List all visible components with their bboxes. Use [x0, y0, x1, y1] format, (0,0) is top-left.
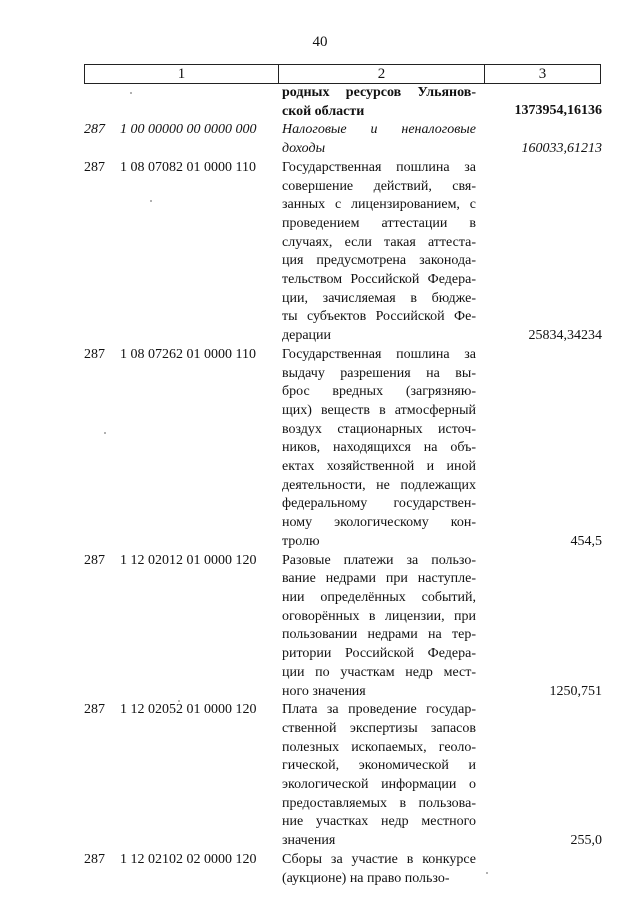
revenue-name-cell — [282, 346, 476, 552]
table-row — [0, 346, 640, 552]
amount-cell: 1373954,16136 — [514, 103, 602, 118]
table-body — [0, 84, 640, 888]
revenue-name-line: (аукционе) на право пользо- — [282, 870, 450, 886]
revenue-name-line: полезных ископаемых, геоло- — [282, 739, 476, 755]
revenue-name-line: родных ресурсов Ульянов- — [282, 85, 476, 100]
revenue-name-line: Государственная пошлина за — [282, 159, 476, 175]
revenue-name-line: дерации — [282, 328, 332, 344]
budget-code-cell: 1 08 07082 01 0000 110 — [120, 159, 256, 175]
admin-code-cell: 287 — [84, 159, 105, 175]
revenue-name-line: воздух стационарных источ- — [282, 421, 476, 437]
revenue-name-line: экологической информации о — [282, 777, 476, 793]
revenue-name-cell — [282, 121, 476, 158]
revenue-name-line: брос вредных (загрязняю- — [282, 384, 476, 400]
admin-code-cell: 287 — [84, 552, 105, 568]
revenue-name-line: проведением аттестации в — [282, 215, 476, 231]
revenue-name-line: Плата за проведение государ- — [282, 702, 476, 718]
revenue-name-cell — [282, 159, 476, 346]
table-row — [0, 159, 640, 346]
admin-code-cell: 287 — [84, 851, 105, 867]
column-header-2: 2 — [279, 65, 485, 83]
revenue-name-line: ция предусмотрена законода- — [282, 253, 476, 269]
revenue-name-line: деятельности, не подлежащих — [282, 477, 476, 493]
budget-code-cell: 1 12 02102 02 0000 120 — [120, 851, 257, 867]
revenue-name-line: вание недрами при наступле- — [282, 571, 476, 587]
revenue-name-cell — [282, 552, 476, 702]
revenue-name-line: Разовые платежи за пользо- — [282, 552, 476, 568]
revenue-name-line: ской области — [282, 103, 365, 119]
admin-code-cell: 287 — [84, 346, 105, 362]
table-row — [0, 552, 640, 702]
revenue-name-line: тельством Российской Федера- — [282, 272, 476, 288]
revenue-name-line: случаях, если такая аттеста- — [282, 234, 476, 250]
column-header-3: 3 — [538, 66, 547, 82]
revenue-name-cell — [282, 851, 476, 888]
scan-speck — [486, 872, 488, 874]
table-row — [0, 84, 640, 121]
scan-speck — [130, 92, 132, 94]
revenue-name-line: гической, экономической и — [282, 758, 476, 774]
scan-speck — [178, 700, 180, 702]
admin-code-cell: 287 — [84, 122, 105, 138]
revenue-name-line: тролю — [282, 533, 320, 549]
revenue-name-line: занных с лицензированием, с — [282, 197, 476, 213]
table-row — [0, 701, 640, 851]
revenue-name-line: оговорённых в лицензии, при — [282, 608, 476, 624]
revenue-name-line: значения — [282, 833, 336, 849]
amount-cell: 25834,34234 — [528, 328, 602, 344]
revenue-name-line: совершение действий, свя- — [282, 178, 476, 194]
revenue-name-line: федеральному государствен- — [282, 496, 476, 512]
budget-code-cell: 1 00 00000 00 0000 000 — [120, 122, 257, 138]
revenue-name-line: нии определённых событий, — [282, 589, 476, 605]
column-header-1: 1 — [85, 65, 279, 83]
revenue-name-line: ты субъектов Российской Фе- — [282, 309, 476, 325]
revenue-name-line: ции, зачисляемая в бюдже- — [282, 290, 476, 306]
revenue-name-line: Государственная пошлина за — [282, 346, 476, 362]
table-row — [0, 121, 640, 158]
revenue-name-line: пользовании недрами на тер- — [282, 627, 476, 643]
revenue-name-line: выдачу разрешения на вы- — [282, 365, 476, 381]
page-number: 40 — [312, 34, 328, 50]
admin-code-cell: 287 — [84, 702, 105, 718]
revenue-name-line: ного значения — [282, 683, 366, 699]
budget-code-cell: 1 08 07262 01 0000 110 — [120, 346, 256, 362]
revenue-name-line: ственной экспертизы запасов — [282, 720, 476, 736]
revenue-name-line: щих) веществ в атмосферный — [282, 402, 476, 418]
column-header-row — [84, 64, 601, 84]
amount-cell: 1250,751 — [549, 683, 602, 699]
revenue-name-line: ние участках недр местного — [282, 814, 476, 830]
table-row — [0, 851, 640, 888]
revenue-name-line: ному экологическому кон- — [282, 515, 476, 531]
revenue-name-line: Налоговые и неналоговые — [282, 122, 476, 138]
revenue-name-line: ритории Российской Федера- — [282, 646, 476, 662]
amount-cell: 454,5 — [570, 533, 602, 549]
scan-speck — [150, 200, 152, 202]
revenue-name-line: предоставляемых в пользова- — [282, 795, 476, 811]
amount-cell: 160033,61213 — [521, 141, 602, 157]
budget-code-cell: 1 12 02052 01 0000 120 — [120, 702, 257, 718]
budget-code-cell: 1 12 02012 01 0000 120 — [120, 552, 257, 568]
revenue-name-cell — [282, 84, 476, 121]
revenue-name-line: Сборы за участие в конкурсе — [282, 851, 476, 867]
revenue-name-line: ников, находящихся на объ- — [282, 440, 476, 456]
revenue-name-line: ции по участкам недр мест- — [282, 664, 476, 680]
revenue-name-line: доходы — [282, 141, 326, 157]
revenue-name-cell — [282, 701, 476, 851]
scan-speck — [104, 432, 106, 434]
revenue-name-line: ектах хозяйственной и иной — [282, 459, 476, 475]
amount-cell: 255,0 — [570, 833, 602, 849]
